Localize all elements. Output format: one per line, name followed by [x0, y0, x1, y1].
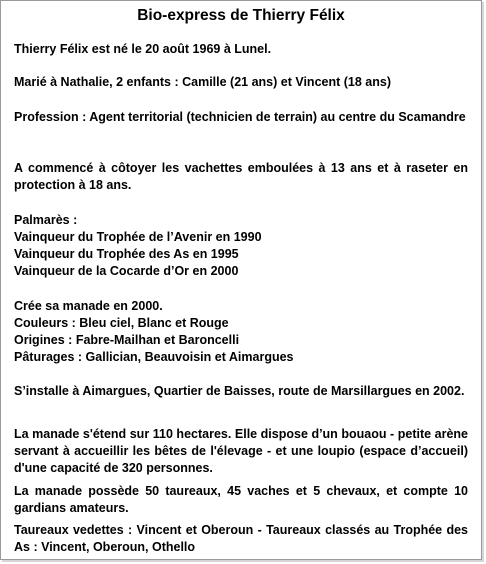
start-paragraph: A commencé à côtoyer les vachettes emboulées à 13 ans et à raseter en protection à 18 ans. — [14, 161, 468, 192]
family-paragraph: Marié à Nathalie, 2 enfants : Camille (21 ans) et Vincent (18 ans) — [14, 75, 391, 89]
palmares-item: Vainqueur de la Cocarde d’Or en 2000 — [14, 264, 239, 278]
birth-paragraph: Thierry Félix est né le 20 août 1969 à Lunel. — [14, 42, 272, 56]
manade-colors: Couleurs : Bleu ciel, Blanc et Rouge — [14, 316, 229, 330]
manade-pastures: Pâturages : Gallician, Beauvoisin et Aimargues — [14, 350, 294, 364]
manade-created: Crée sa manade en 2000. — [14, 299, 163, 313]
page-title: Bio-express de Thierry Félix — [137, 7, 345, 24]
palmares-section — [14, 212, 468, 280]
manade-section — [14, 298, 468, 366]
palmares-item: Vainqueur du Trophée des As en 1995 — [14, 247, 239, 261]
installs-paragraph: S’installe à Aimargues, Quartier de Baisses, route de Marsillargues en 2002. — [14, 384, 465, 398]
profession-paragraph: Profession : Agent territorial (technicien de terrain) au centre du Scamandre — [14, 110, 466, 124]
herd-paragraph: La manade possède 50 taureaux, 45 vaches et 5 chevaux, et compte 10 gardians amateurs. — [14, 484, 468, 515]
manade-origins: Origines : Fabre-Mailhan et Baroncelli — [14, 333, 240, 347]
extent-paragraph: La manade s'étend sur 110 hectares. Elle dispose d’un bouaou - petite arène servant à accueillir les bêtes de l'élevage - et une loupio (espace d’accueil) d'une capacité de 320 personnes. — [14, 427, 468, 475]
stars-paragraph: Taureaux vedettes : Vincent et Oberoun - Taureaux classés au Trophée des As : Vincent, Oberoun, Othello — [14, 523, 468, 554]
palmares-heading: Palmarès : — [14, 213, 78, 227]
palmares-item: Vainqueur du Trophée de l’Avenir en 1990 — [14, 230, 262, 244]
